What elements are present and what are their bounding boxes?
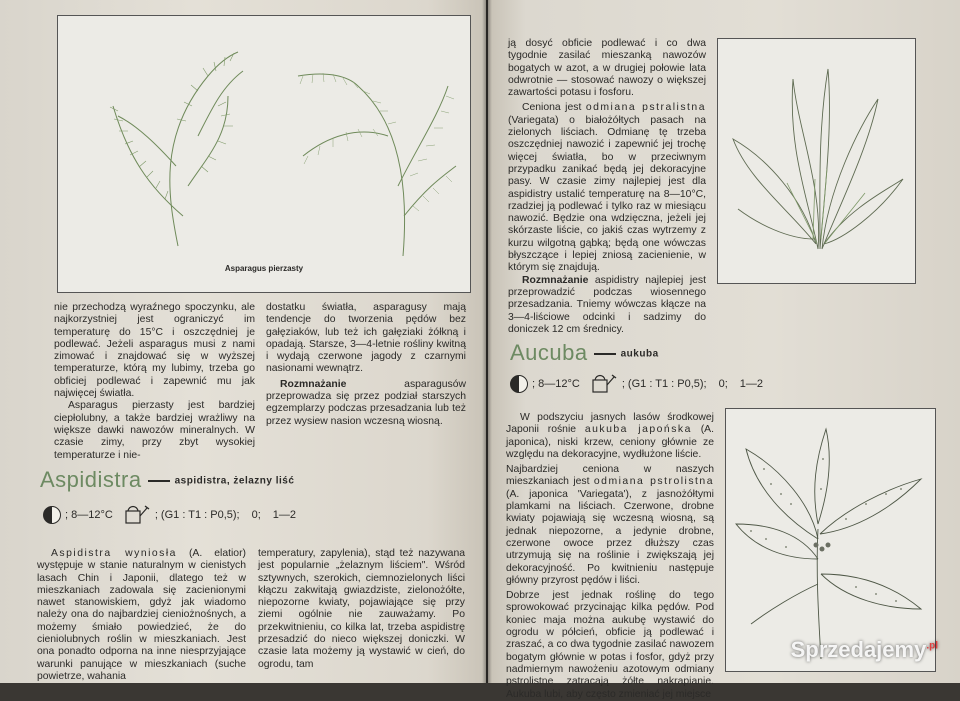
section-heading-aucuba (510, 340, 659, 366)
paragraph: temperatury, zapylenia), stąd też nazywana jest popularnie „żelaznym liściem". Wśród sztywnych, szerokich, ciemnozielonych liści kłączu zakwitają gwiazdziste, zielonożółte, niepozorne kwiaty, pojawiające się przy ziemi ogólnie nie zauważamy. Po przekwitnieniu, co kilka lat, trzeba aspidistrę przesadzić do nieco większej doniczki. W czasie lata możemy ją wystawić w cień, do ogrodu, tam (258, 548, 465, 670)
care-requirements (510, 373, 763, 395)
right-page (488, 0, 960, 700)
paragraph (506, 412, 714, 461)
watermark-suffix: .pl (926, 640, 938, 652)
right-text-column-2 (506, 412, 714, 701)
spaced-term: odmiana pstralistna (585, 102, 706, 114)
left-text-column-4 (258, 548, 465, 671)
book-gutter (482, 0, 492, 683)
aspidistra-figure (717, 38, 916, 284)
heading-dash (594, 353, 616, 355)
spaced-term: aukuba japońska (584, 424, 692, 436)
heading-subtitle: aukuba (620, 348, 659, 360)
paragraph (506, 464, 714, 587)
right-text-column-1 (508, 38, 706, 336)
aspidistra-illustration (718, 39, 915, 283)
half-sun-icon (43, 506, 61, 524)
care-requirements (43, 504, 296, 526)
figure-caption: Asparagus pierzasty (224, 264, 304, 273)
paragraph (266, 379, 466, 428)
paragraph-text: Ceniona jest (522, 102, 586, 114)
care-temperature: ; 8—12°C (532, 378, 580, 390)
watering-can-icon (119, 504, 149, 526)
heading-title: Aucuba (510, 340, 588, 365)
paragraph-text: (A. japonica), niski krzew, ceniony głównie ze względu na dekoracyjne, wydłużone liście. (506, 424, 714, 460)
spaced-term: odmiana pstrolistna (593, 476, 714, 488)
paragraph: Asparagus pierzasty jest bardziej ciepłolubny, a także bardziej wrażliwy na większe dawki nawozów mineralnych. W czasie zimy, przy zbyt wysokiej temperaturze i nie- (54, 400, 255, 461)
paragraph: dostatku światła, asparagusy mają tendencje do tworzenia pędów bez gałęziaków, lub też ich gałęziaki żółkną i opadają. Starsze, 3—4-letnie rośliny kwitną i wydają czerwone jagody z czarnymi nasionami wewnątrz. (266, 302, 466, 375)
left-text-column-2 (266, 302, 466, 428)
paragraph: Dobrze jest jednak roślinę do tego sprowokować przycinając kilka pędów. Pod koniec maja można aukubę wystawić do ogrodu w półcień, obficie ją podlewać i zraszać, a co dwa tygodnie zasilać nawozem bogatym głównie w potas i fosfor, gdyż przy nadmiernym nawożeniu azotowym odmiany pstrolistne zatracają żółte nakrapianie. Aukuba lubi, aby często zmieniać jej miejsce (506, 590, 714, 700)
watering-can-icon (586, 373, 616, 395)
paragraph-text: aspidistry najlepiej jest przeprowadzić podczas wiosennego przesadzania. Tniemy wówczas kłącze na 3—4-liściowe odcinki i sadzimy do doniczek 12 cm średnicy. (508, 274, 706, 335)
paragraph (508, 275, 706, 336)
left-text-column-3 (37, 548, 246, 683)
aucuba-illustration (726, 409, 935, 671)
paragraph-text: W podszyciu jasnych lasów środkowej Japonii rośnie (506, 412, 714, 436)
paragraph (37, 548, 246, 683)
keyword: Rozmnażanie (522, 274, 589, 286)
spaced-term: Aspidistra wyniosła (51, 548, 177, 559)
care-value-2: 1—2 (739, 378, 764, 390)
care-codes: ; (G1 : T1 : P0,5); (154, 509, 240, 521)
asparagus-figure (57, 15, 471, 293)
paragraph (508, 102, 706, 274)
paragraph-text: (A. japonica 'Variegata'), z jasnożółtymi plamkami na liściach. Czerwone, drobne kwiaty pojawiają się wczesną wiosną, są jednak niepozorne, a jedynie drobne, czerwone owoce przez dłuższy czas utrzymują się na roślinie i zwiększają jej dekoracyjność. Po kwitnieniu następuje główny przyrost pędów i liści. (506, 488, 714, 586)
heading-dash (148, 480, 170, 482)
paragraph-text: (Variegata) o białożółtych pasach na zielonych liściach. Odmianę tę trzeba oszczędniej nawozić i zapewnić jej trochę więcej światła, bo w przeciwnym przypadku zanikać będą jej dekoracyjne pasy. W czasie zimy najlepiej jest dla aspidistry ustalić temperaturę na 8—10°C, rzadziej ją podlewać i tylko raz w miesiącu nawozić. Będzie ona wdzięczna, jeżeli jej skórzaste liście, co jakiś czas wytrzemy z kurzu wilgotną gąbką; będą one wówczas błyszczące i lepiej zniosą zacienienie, w którym się znajdują. (508, 114, 706, 274)
care-codes: ; (G1 : T1 : P0,5); (621, 378, 707, 390)
watermark-text: Sprzedajemy (790, 637, 927, 662)
care-temperature: ; 8—12°C (65, 509, 113, 521)
heading-subtitle: aspidistra, żelazny liść (174, 475, 295, 487)
heading-title: Aspidistra (40, 467, 142, 492)
paragraph: ją dosyć obficie podlewać i co dwa tygodnie zasilać mieszanką nawozów bogatych w azot, a w drugiej połowie lata odwrotnie — stosować nawozy o większej zawartości potasu i fosforu. (508, 38, 706, 99)
paragraph-text: Najbardziej ceniona w naszych mieszkaniach jest (506, 464, 714, 488)
watermark (791, 637, 938, 663)
keyword: Rozmnażanie (280, 378, 347, 390)
left-text-column-1 (54, 302, 255, 462)
half-sun-icon (510, 375, 528, 393)
care-value-1: 0; (718, 378, 728, 390)
aucuba-figure (725, 408, 936, 672)
left-page (0, 0, 486, 683)
paragraph-text: (A. elatior) występuje w stanie naturalnym w cienistych lasach Chin i Japonii, dlatego też w mieszkaniach zadowala się zacienionymi nawet stanowiskiem, gdyż jak wiadomo należy ona do najbardziej cieniożnośnych, a możemy śmiało powiedzieć, że do cieniolubnych roślin w mieszkaniach. Jest ona ponadto odporna na inne niesprzyjające warunki panujące w mieszkaniach (suche powietrze, wahania (37, 548, 246, 682)
paragraph-text: asparagusów przeprowadza się przez podział starszych egzemplarzy podczas przesadzania lub też przez wysiew nasion wczesną wiosną. (266, 378, 466, 427)
asparagus-illustration (58, 16, 470, 292)
paragraph: nie przechodzą wyraźnego spoczynku, ale najkorzystniej jest ograniczyć im temperaturę do 15°C i oszczędniej je podlewać. Jeżeli asparagus musi z nami zimować i znajdować się w wyższej temperaturze, którą my lubimy, trzeba go obficiej podlewać i zapewnić mu jak najwięcej światła. (54, 302, 255, 400)
section-heading-aspidistra (40, 467, 294, 493)
care-value-1: 0; (251, 509, 261, 521)
care-value-2: 1—2 (272, 509, 297, 521)
